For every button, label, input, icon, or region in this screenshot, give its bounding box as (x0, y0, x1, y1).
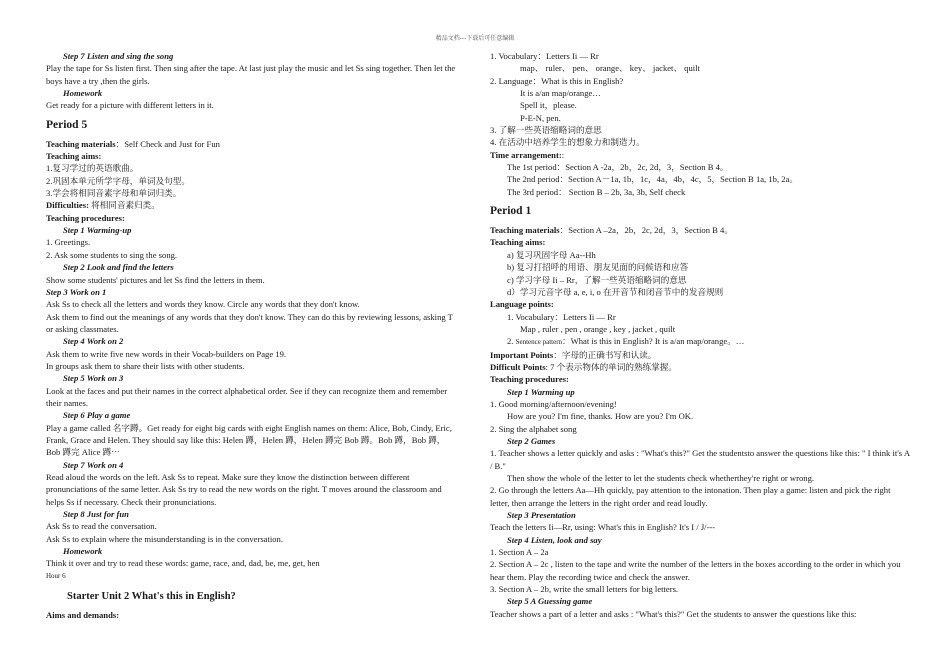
line-text: Time arrangement: (490, 149, 562, 160)
line-text-rest: ：What is this in English? It is a/an map/orange。… (562, 336, 745, 347)
line-text: Ask them to find out the meanings of any words that they don't know. They can do this by reviewing lessons, asking T or asking classmates. (46, 311, 453, 334)
step-heading (46, 372, 456, 384)
line-text-rest: ：Section A –2a，2b，2c, 2d，3，Section B 4。 (559, 225, 733, 236)
text-line (46, 311, 456, 336)
line-text: Ask them to write five new words in their Vocab-builders on Page 19. (46, 348, 287, 359)
section-label (46, 150, 456, 162)
hour-label (46, 570, 456, 582)
text-line (46, 236, 456, 248)
text-line (46, 471, 456, 508)
line-text: Hour 6 (46, 571, 66, 580)
text-line (46, 533, 456, 545)
text-line (46, 274, 456, 286)
text-line (490, 608, 910, 620)
period-heading (490, 204, 910, 219)
line-text: 1.复习学过的英语歌曲。 (46, 163, 139, 174)
line-text: 1. Teacher shows a letter quickly and asks : "What's this?" Get the studentsto answer the questions like this: " I think it's A / B." (490, 448, 910, 471)
line-text: Teacher shows a part of a letter and asks : "What's this?" Get the students to answer the questions like this: (490, 608, 857, 619)
text-line (46, 385, 456, 410)
text-line (490, 311, 910, 323)
section-label (46, 212, 456, 224)
line-text: The 3rd period： Section B – 2b, 3a, 3b, Self check (507, 186, 686, 197)
text-line (490, 62, 910, 74)
line-text: Step 1 Warming-up (63, 225, 132, 236)
step-heading (490, 386, 910, 398)
text-line (46, 187, 456, 199)
text-line (46, 557, 456, 569)
text-line (490, 186, 910, 198)
line-text: Read aloud the words on the left. Ask Ss to repeat. Make sure they know the distinction between different pronunciations of the same letter. Ask Ss try to read the new words on the right. T moves around the classroom and helps Ss if necessary. Check their pronunciations. (46, 472, 442, 507)
line-text: 2. Section A – 2c , listen to the tape and write the number of the letters in the boxes according to the order in which you hear them. Play the recording twice and check the answer. (490, 559, 901, 582)
line-text: Step 5 A Guessing game (507, 596, 593, 607)
text-line (490, 75, 910, 87)
step-heading (490, 595, 910, 607)
page-header: 精品文档---下载后可任意编辑 (435, 35, 515, 42)
section-label (490, 224, 910, 236)
line-text: Teach the letters Ii—Rr, using: What's this in English? It's I / J/--- (490, 522, 716, 533)
text-line (490, 112, 910, 124)
line-text: 2.巩固本单元所学字母，单词及句型。 (46, 175, 190, 186)
text-line (490, 161, 910, 173)
line-text: 2. (507, 336, 516, 347)
text-line (490, 99, 910, 111)
line-text: The 2nd period：Section A－1a, 1b，1c，4a，4b，4c，5，Section B 1a, 1b, 2a。 (507, 174, 798, 185)
text-line (490, 484, 910, 509)
line-text: b) 复习打招呼的用语、朋友见面的问候语和应答 (507, 262, 689, 273)
line-text: Period 1 (490, 205, 532, 218)
line-text: Step 5 Work on 3 (63, 373, 124, 384)
section-label (490, 349, 910, 361)
text-line (46, 298, 456, 310)
line-text: Starter Unit 2 What's this in English? (67, 591, 236, 603)
line-text: 1. Vocabulary：Letters Ii — Rr (490, 51, 599, 61)
step-heading (46, 286, 456, 298)
line-text: Period 5 (46, 118, 88, 131)
line-text: Ask Ss to explain where the misunderstanding is in the conversation. (46, 533, 284, 544)
text-line (490, 472, 910, 484)
line-text: Think it over and try to read these words: game, race, and, dad, be, me, get, hen (46, 558, 320, 569)
line-text: Look at the faces and put their names in the correct alphabetical order. See if they can recognize them and remember their names. (46, 385, 448, 408)
section-label (490, 298, 910, 310)
line-text: Teaching materials (490, 225, 560, 236)
line-text: 1. Good morning/afternoon/evening! (490, 398, 617, 409)
line-text: 2. Language：What is this in English? (490, 75, 624, 86)
line-text: Get ready for a picture with different letters in it. (46, 100, 214, 111)
text-line (46, 62, 456, 87)
text-line (490, 410, 910, 422)
section-label (46, 138, 456, 150)
text-line (490, 335, 910, 348)
line-text: Homework (63, 88, 103, 99)
line-text: Teaching aims: (490, 237, 546, 248)
line-text: Then show the whole of the letter to let the students check whetherthey're right or wrong. (507, 473, 815, 483)
line-text-rest: : 7 个表示物体的单词的熟练掌握。 (545, 361, 677, 372)
text-line (46, 360, 456, 372)
section-label (490, 373, 910, 385)
line-text: Step 2 Games (507, 435, 556, 446)
unit-heading (67, 590, 456, 604)
line-text: Homework (63, 546, 103, 557)
line-text: Spell it，please. (520, 100, 577, 111)
line-text: Show some students' pictures and let Ss find the letters in them. (46, 274, 265, 285)
line-text: Map , ruler , pen , orange , key , jacket , quilt (520, 323, 676, 334)
line-text: Ask Ss to read the conversation. (46, 521, 157, 532)
line-text: Teaching aims: (46, 151, 102, 162)
text-line (490, 286, 910, 298)
line-text: Step 7 Work on 4 (63, 459, 124, 470)
line-text: Difficult Points (490, 361, 546, 372)
line-text: a) 复习巩固字母 Aa--Hh (507, 249, 596, 260)
text-line (490, 558, 910, 583)
text-line (46, 249, 456, 261)
period-heading (46, 118, 456, 133)
line-text: c) 学习字母 Ii – Rr，了解一些英语缩略词的意思 (507, 274, 687, 285)
text-line (490, 173, 910, 185)
step-heading (490, 534, 910, 546)
text-line (490, 521, 910, 533)
step-heading (46, 50, 456, 62)
step-heading (490, 435, 910, 447)
right-column (490, 50, 910, 620)
text-line (490, 274, 910, 286)
text-line (46, 175, 456, 187)
line-text: Step 2 Look and find the letters (63, 262, 174, 273)
line-text: How are you? I'm fine, thanks. How are you? I'm OK. (507, 411, 694, 422)
text-line (490, 423, 910, 435)
text-line (46, 422, 456, 459)
line-text: Ask Ss to check all the letters and words they know. Circle any words that they don't know. (46, 299, 360, 310)
line-text: Step 3 Presentation (507, 510, 576, 521)
line-text: 3. Section A – 2b, write the small letters for big letters. (490, 584, 679, 595)
line-text: Difficulties: (46, 200, 89, 211)
line-text: Teaching procedures: (490, 374, 569, 385)
line-text: Step 1 Warming up (507, 386, 575, 397)
line-text: Step 3 Work on 1 (46, 286, 107, 297)
step-heading (46, 87, 456, 99)
line-text: 2. Go through the letters Aa—Hh quickly, pay attention to the intonation. Then play a game: listen and pick the right letter, then arrange the letters in the right order and read loudly. (490, 485, 891, 508)
text-line (490, 249, 910, 261)
line-text: In groups ask them to share their lists with other students. (46, 360, 245, 371)
line-text-rest: ：字母的正确书写和认读。 (553, 349, 657, 360)
line-text-rest: 将相同音素归类。 (88, 200, 160, 211)
text-line (490, 50, 910, 62)
line-text: Step 4 Work on 2 (63, 336, 124, 347)
text-line (46, 520, 456, 532)
line-text: 2. Sing the alphabet song (490, 423, 577, 434)
step-heading (46, 224, 456, 236)
text-line (490, 447, 910, 472)
line-text: map、 ruler、 pen、 orange、 key、 jacket、 quilt (520, 63, 700, 74)
left-column (46, 50, 456, 621)
step-heading (490, 509, 910, 521)
line-text: 3.学会将相同音素字母和单词归类。 (46, 188, 182, 199)
text-line (46, 348, 456, 360)
text-line (490, 583, 910, 595)
line-text: 1. Greetings. (46, 237, 91, 248)
line-text: Play the tape for Ss listen first. Then sing after the tape. At last just play the music and let Ss sing together. Then let the boys have a try ,then the girls. (46, 63, 456, 86)
text-line (490, 87, 910, 99)
line-text: Step 7 Listen and sing the song (63, 51, 174, 61)
line-text: P-E-N, pen. (520, 112, 561, 123)
line-text: Step 4 Listen, look and say (507, 534, 602, 545)
section-label (46, 609, 456, 621)
line-text: Language points: (490, 299, 554, 310)
text-line (490, 261, 910, 273)
line-text: 2. Ask some students to sing the song. (46, 249, 178, 260)
text-line (490, 398, 910, 410)
text-line (490, 546, 910, 558)
section-label (46, 199, 456, 211)
line-text: 1. Section A – 2a (490, 547, 549, 558)
line-text: The 1st period：Section A -2a，2b，2c, 2d，3，Section B 4。 (507, 162, 729, 173)
line-text: Aims and demands: (46, 610, 120, 621)
line-text: Important Points (490, 349, 554, 360)
step-heading (46, 335, 456, 347)
line-text: d）学习元音字母 a, e, i, o 在开音节和闭音节中的发音规则 (507, 286, 724, 297)
line-text: 1. Vocabulary：Letters Ii — Rr (507, 311, 616, 322)
line-text: It is a/an map/orange… (520, 88, 601, 99)
text-line (46, 162, 456, 174)
line-text: Teaching materials (46, 138, 116, 149)
line-text-small: Sentence pattern (515, 338, 563, 347)
text-line (490, 323, 910, 335)
line-text: 4. 在活动中培养学生的想象力和制造力。 (490, 137, 645, 148)
text-line (46, 99, 456, 111)
text-line (490, 124, 910, 136)
step-heading (46, 459, 456, 471)
line-text-rest: ：Self Check and Just for Fun (115, 138, 220, 149)
section-label (490, 149, 910, 161)
line-text: Step 6 Play a game (63, 410, 131, 421)
line-text: Teaching procedures: (46, 212, 125, 223)
step-heading (46, 409, 456, 421)
step-heading (46, 545, 456, 557)
line-text: 3. 了解一些英语缩略词的意思 (490, 125, 602, 136)
section-label (490, 236, 910, 248)
step-heading (46, 508, 456, 520)
text-line (490, 136, 910, 148)
line-text: Play a game called 名字蹲。Get ready for eight big cards with eight English names on them: Alice, Bob, Cindy, Eric, Frank, Grace and Helen. They should say like this: Helen 蹲，Helen 蹲，Helen 蹲完 Bob 蹲。Bob 蹲，Bob 蹲，Bob 蹲完 Alice 蹲⋯ (46, 422, 452, 458)
section-label (490, 361, 910, 373)
line-text-rest: : (561, 149, 565, 160)
line-text: Step 8 Just for fun (63, 509, 129, 520)
step-heading (46, 261, 456, 273)
